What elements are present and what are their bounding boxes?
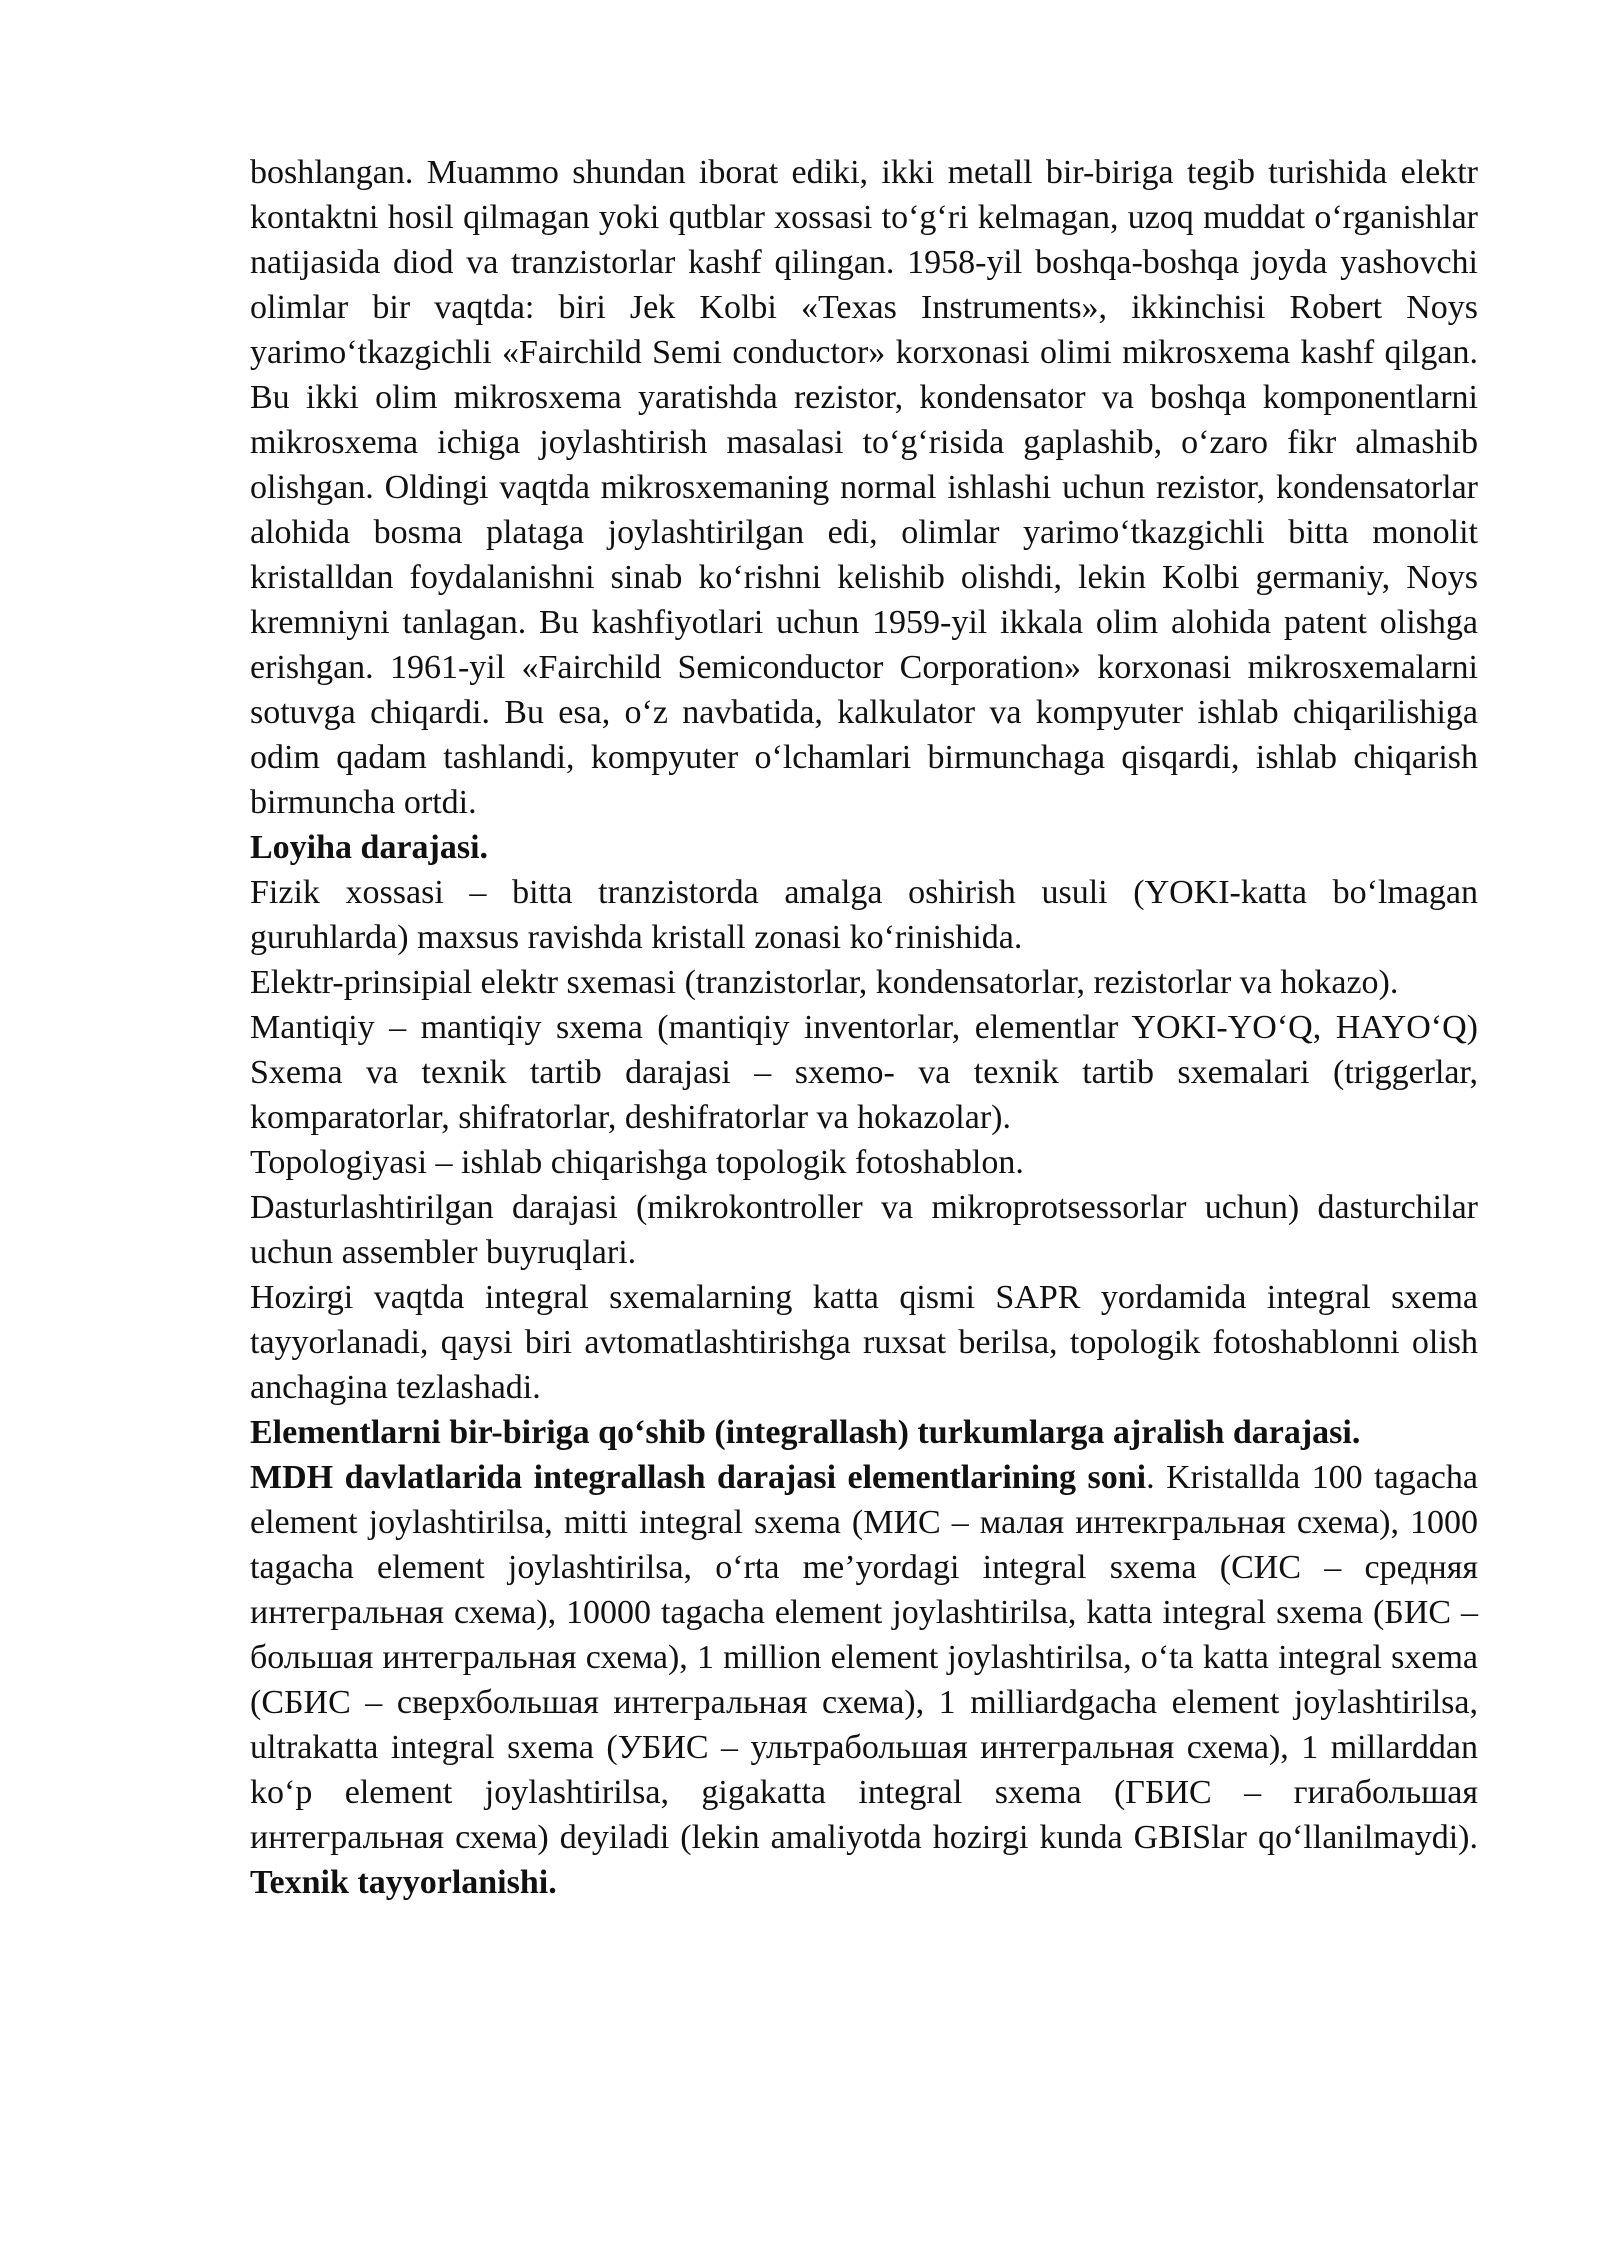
mdh-bold-lead: MDH davlatlarida integrallash darajasi elementlarining soni — [250, 1459, 1147, 1496]
heading-loyiha-darajasi: Loyiha darajasi. — [250, 829, 489, 866]
paragraph-elektr-prinsipial: Elektr-prinsipial elektr sxemasi (tranzistorlar, kondensatorlar, rezistorlar va hokazo). — [250, 964, 1399, 1001]
mdh-body-text: . Kristallda 100 tagacha element joylashtirilsa, mitti integral sxema (МИС – малая интекгральная схема), 1000 tagacha element joylashtirilsa, o‘rta me’yordagi integral sxema (СИС – средняя интегральная схема), 10000 tagacha element joylashtirilsa, katta integral sxema (БИС – большая интегральная схема), 1 million element joylashtirilsa, o‘ta katta integral sxema (СБИС – сверхбольшая интегральная схема), 1 milliardgacha element joylashtirilsa, ultrakatta integral sxema (УБИС – ультрабольшая интегральная схема), 1 millarddan ko‘p element joylashtirilsa, gigakatta integral sxema (ГБИС – гигабольшая интегральная схема) deyiladi (lekin amaliyotda hozirgi kunda GBISlar qo‘llanilmaydi). — [250, 1459, 1478, 1856]
heading-texnik-tayyorlanishi: Texnik tayyorlanishi. — [250, 1864, 557, 1901]
paragraph-intro: boshlangan. Muammo shundan iborat ediki, ikki metall bir-biriga tegib turishida elektr kontaktni hosil qilmagan yoki qutblar xossasi to‘g‘ri kelmagan, uzoq muddat o‘rganishlar natijasida diod va tranzistorlar kashf qilingan. 1958-yil boshqa-boshqa joyda yashovchi olimlar bir vaqtda: biri Jek Kolbi «Texas Instruments», ikkinchisi Robert Noys yarimo‘tkazgichli «Fairchild Semi conductor» korxonasi olimi mikrosxema kashf qilgan. Bu ikki olim mikrosxema yaratishda rezistor, kondensator va boshqa komponentlarni mikrosxema ichiga joylashtirish masalasi to‘g‘risida gaplashib, o‘zaro fikr almashib olishgan. Oldingi vaqtda mikrosxemaning normal ishlashi uchun rezistor, kondensatorlar alohida bosma plataga joylashtirilgan edi, olimlar yarimo‘tkazgichli bitta monolit kristalldan foydalanishni sinab ko‘rishni kelishib olishdi, lekin Kolbi germaniy, Noys kremniyni tanlagan. Bu kashfiyotlari uchun 1959-yil ikkala olim alohida patent olishga erishgan. 1961-yil «Fairchild Semiconductor Corporation» korxonasi mikrosxemalarni sotuvga chiqardi. Bu esa, o‘z navbatida, kalkulator va kompyuter ishlab chiqarilishiga odim qadam tashlandi, kompyuter o‘lchamlari birmunchaga qisqardi, ishlab chiqarish birmuncha ortdi. — [250, 154, 1478, 821]
paragraph-mdh-integrallash — [250, 1455, 1478, 1905]
heading-elementlarni-integrallash: Elementlarni bir-biriga qo‘shib (integrallash) turkumlarga ajralish darajasi. — [250, 1414, 1361, 1451]
document-page — [250, 150, 1478, 1905]
paragraph-hozirgi-vaqtda: Hozirgi vaqtda integral sxemalarning katta qismi SAPR yordamida integral sxema tayyorlanadi, qaysi biri avtomatlashtirishga ruxsat berilsa, topologik fotoshablonni olish anchagina tezlashadi. — [250, 1279, 1478, 1406]
paragraph-fizik-xossasi: Fizik xossasi – bitta tranzistorda amalga oshirish usuli (YOKI-katta bo‘lmagan guruhlarda) maxsus ravishda kristall zonasi ko‘rinishida. — [250, 874, 1478, 956]
paragraph-mantiqiy: Mantiqiy – mantiqiy sxema (mantiqiy inventorlar, elementlar YOKI-YO‘Q, HAYO‘Q) Sxema va texnik tartib darajasi – sxemo- va texnik tartib sxemalari (triggerlar, komparatorlar, shifratorlar, deshifratorlar va hokazolar). — [250, 1009, 1478, 1136]
paragraph-dasturlashtirilgan: Dasturlashtirilgan darajasi (mikrokontroller va mikroprotsessorlar uchun) dasturchilar uchun assembler buyruqlari. — [250, 1189, 1478, 1271]
paragraph-topologiyasi: Topologiyasi – ishlab chiqarishga topologik fotoshablon. — [250, 1144, 1024, 1181]
